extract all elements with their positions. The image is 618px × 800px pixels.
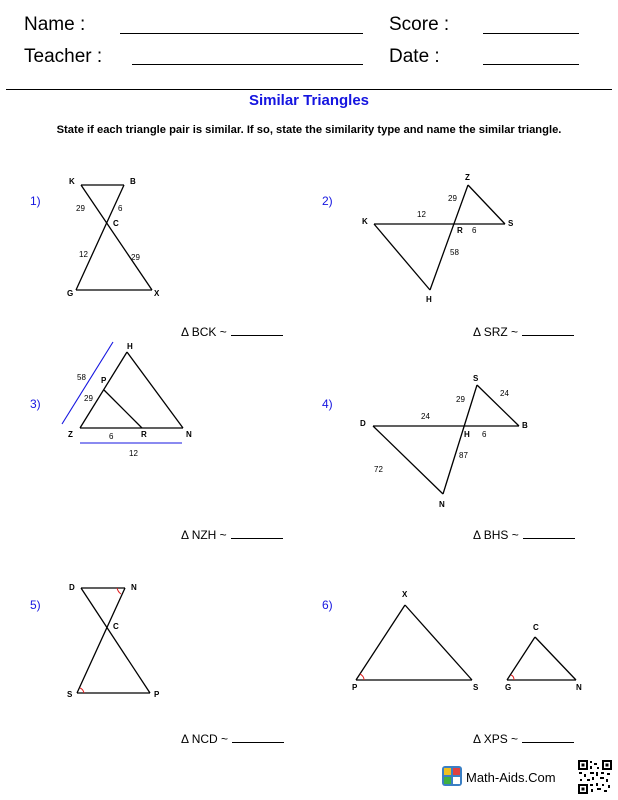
side-label: 58: [450, 248, 459, 257]
vertex-label: P: [101, 376, 107, 385]
vertex-label: X: [154, 289, 160, 298]
problem-number-2: 2): [322, 194, 333, 208]
vertex-label: H: [127, 342, 133, 351]
answer-prompt: Δ NZH ~: [181, 528, 227, 542]
vertex-label: D: [69, 583, 75, 592]
side-label: 58: [77, 373, 86, 382]
problem-number-5: 5): [30, 598, 41, 612]
figure-4: [373, 385, 519, 494]
angle-marks: [80, 588, 514, 693]
answer-prompt: Δ BHS ~: [473, 528, 519, 542]
instructions: State if each triangle pair is similar. If so, state the similarity type and name the similar triangle.: [56, 124, 562, 136]
side-label: 6: [109, 432, 114, 441]
side-label: 24: [500, 389, 509, 398]
side-label: 87: [459, 451, 468, 460]
vertex-label: N: [186, 430, 192, 439]
problem-number-3: 3): [30, 397, 41, 411]
side-label: 6: [118, 204, 123, 213]
vertex-label: R: [457, 226, 463, 235]
side-label: 29: [131, 253, 140, 262]
name-label: Name :: [24, 14, 86, 35]
vertex-label: X: [402, 590, 408, 599]
vertex-label: K: [69, 177, 75, 186]
vertex-label: Z: [465, 173, 470, 182]
side-label: 29: [76, 204, 85, 213]
calculator-icon: [442, 766, 462, 786]
answer-prompt: Δ NCD ~: [181, 732, 229, 746]
vertex-label: H: [464, 430, 470, 439]
side-label: 6: [472, 226, 477, 235]
worksheet-title: Similar Triangles: [248, 92, 370, 109]
vertex-label: N: [439, 500, 445, 509]
site-name[interactable]: Math-Aids.Com: [466, 770, 556, 785]
teacher-label: Teacher :: [24, 46, 103, 67]
vertex-label: S: [508, 219, 514, 228]
vertex-label: D: [360, 419, 366, 428]
answer-prompt: Δ SRZ ~: [473, 325, 519, 339]
problem-number-1: 1): [30, 194, 41, 208]
vertex-label: C: [533, 623, 539, 632]
side-label: 29: [84, 394, 93, 403]
figure-2: [374, 185, 505, 290]
vertex-label: C: [113, 622, 119, 631]
figure-3: [80, 352, 183, 428]
side-label: 12: [129, 449, 138, 458]
side-label: 24: [421, 412, 430, 421]
figure-5: [77, 588, 150, 693]
figure-6: [356, 605, 576, 680]
figure-1: [76, 185, 152, 290]
vertex-label: K: [362, 217, 368, 226]
qr-code-icon: [578, 760, 612, 794]
vertex-label: B: [522, 421, 528, 430]
side-label: 12: [417, 210, 426, 219]
side-label: 12: [79, 250, 88, 259]
vertex-label: B: [130, 177, 136, 186]
vertex-label: Z: [68, 430, 73, 439]
vertex-label: S: [473, 374, 479, 383]
side-label: 29: [456, 395, 465, 404]
vertex-label: N: [576, 683, 582, 692]
problem-number-4: 4): [322, 397, 333, 411]
vertex-label: G: [505, 683, 512, 692]
vertex-label: N: [131, 583, 137, 592]
date-label: Date :: [389, 46, 440, 67]
score-label: Score :: [389, 14, 450, 35]
side-label: 6: [482, 430, 487, 439]
side-label: 72: [374, 465, 383, 474]
vertex-label: P: [352, 683, 358, 692]
vertex-label: C: [113, 219, 119, 228]
vertex-label: H: [426, 295, 432, 304]
vertex-label: S: [473, 683, 479, 692]
vertex-label: G: [67, 289, 74, 298]
vertex-label: P: [154, 690, 160, 699]
problem-number-6: 6): [322, 598, 333, 612]
answer-prompt: Δ BCK ~: [181, 325, 227, 339]
vertex-label: R: [141, 430, 147, 439]
vertex-label: S: [67, 690, 73, 699]
answer-prompt: Δ XPS ~: [473, 732, 519, 746]
side-label: 29: [448, 194, 457, 203]
